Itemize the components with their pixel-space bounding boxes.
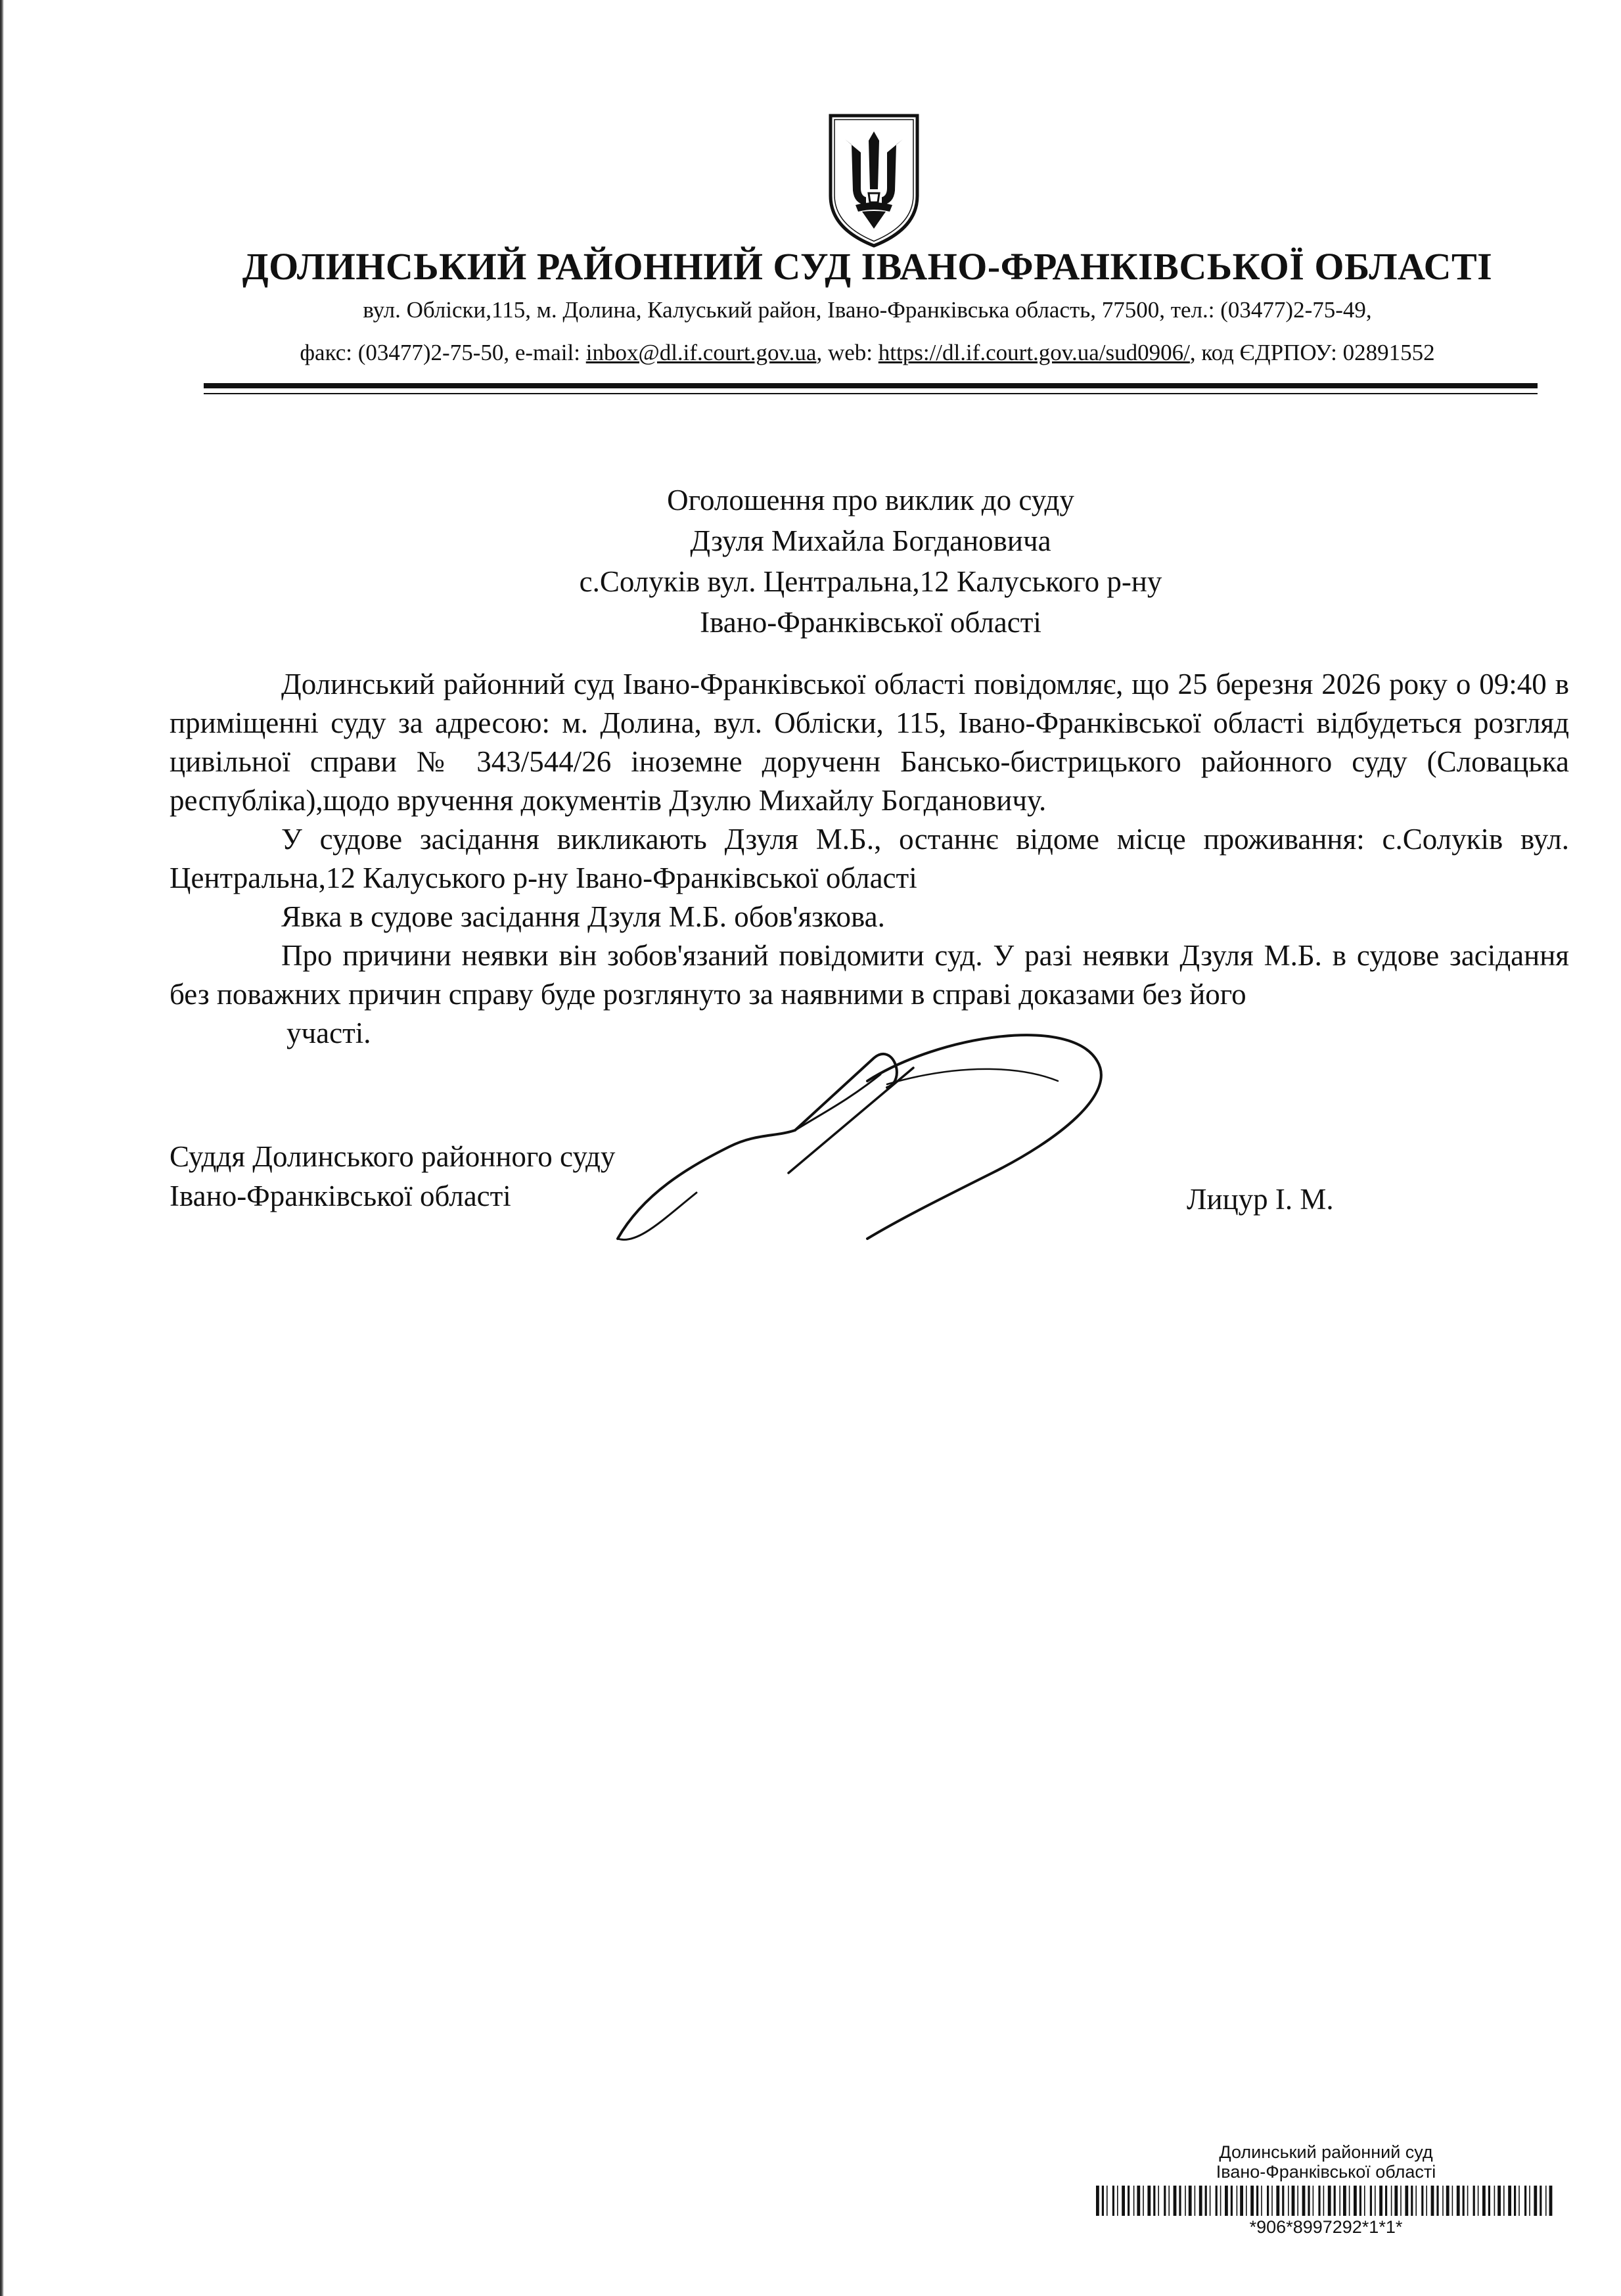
registry-stamp bbox=[1096, 2142, 1556, 2287]
edrpou-code: , код ЄДРПОУ: 02891552 bbox=[1189, 340, 1435, 365]
trident-emblem-icon bbox=[825, 112, 923, 248]
judge-title-line1: Суддя Долинського районного суду bbox=[170, 1140, 616, 1173]
heading-region: Івано-Франківської області bbox=[700, 606, 1041, 639]
judge-title bbox=[170, 1137, 615, 1216]
heading-person: Дзуля Михайла Богдановича bbox=[690, 524, 1051, 557]
judge-title-line2: Івано-Франківської області bbox=[170, 1180, 511, 1212]
stamp-region: Івано-Франківської області bbox=[1216, 2162, 1436, 2182]
court-contacts bbox=[210, 340, 1524, 366]
judge-name: Лицур І. М. bbox=[1187, 1183, 1334, 1216]
heading-title: Оголошення про виклик до суду bbox=[667, 484, 1074, 517]
email-link[interactable]: inbox@dl.if.court.gov.ua bbox=[585, 340, 817, 365]
barcode-number: *906*8997292*1*1* bbox=[1249, 2217, 1403, 2237]
header-rule-thin bbox=[204, 393, 1538, 394]
scan-edge bbox=[0, 0, 4, 2296]
handwritten-signature bbox=[598, 1022, 1110, 1258]
web-label: , web: bbox=[816, 340, 879, 365]
notice-body bbox=[170, 665, 1569, 1053]
paragraph-hearing: Долинський районний суд Івано-Франківської області повідомляє, що 25 березня 2026 року о 09:40 в приміщенні суду за адресою: м. Долина, вул. Обліски, 115, Івано-Франківської області відбудеться розгляд цивільної справи № 343/544/26 іноземне дорученн Бансько-бистрицького районного суду (Словацька республіка),щодо вручення документів Дзулю Михайлу Богдановичу. bbox=[170, 668, 1569, 817]
court-address: вул. Обліски,115, м. Долина, Калуський район, Івано-Франківська область, 77500, тел.: (03477)2-75-49, bbox=[363, 297, 1372, 323]
header-rule-thick bbox=[204, 383, 1538, 388]
paragraph-consequences-end: участі. bbox=[286, 1017, 371, 1049]
heading-address: с.Солуків вул. Центральна,12 Калуського р-ну bbox=[579, 565, 1162, 598]
paragraph-consequences: Про причини неявки він зобов'язаний повідомити суд. У разі неявки Дзуля М.Б. в судове засідання без поважних причин справу буде розглянуто за наявними в справі доказами без його bbox=[170, 939, 1569, 1011]
court-name: ДОЛИНСЬКИЙ РАЙОННИЙ СУД ІВАНО-ФРАНКІВСЬКОЇ ОБЛАСТІ bbox=[242, 245, 1493, 288]
paragraph-summons: У судове засідання викликають Дзуля М.Б., останнє відоме місце проживання: с.Солуків вул. Центральна,12 Калуського р-ну Івано-Франківської області bbox=[170, 823, 1569, 894]
paragraph-attendance: Явка в судове засідання Дзуля М.Б. обов'язкова. bbox=[281, 900, 885, 933]
stamp-court-name: Долинський районний суд bbox=[1219, 2142, 1433, 2162]
barcode-icon bbox=[1096, 2186, 1556, 2216]
fax-label: факс: (03477)2-75-50, e-mail: bbox=[300, 340, 586, 365]
notice-heading bbox=[394, 480, 1347, 643]
web-link[interactable]: https://dl.if.court.gov.ua/sud0906/ bbox=[878, 340, 1190, 365]
